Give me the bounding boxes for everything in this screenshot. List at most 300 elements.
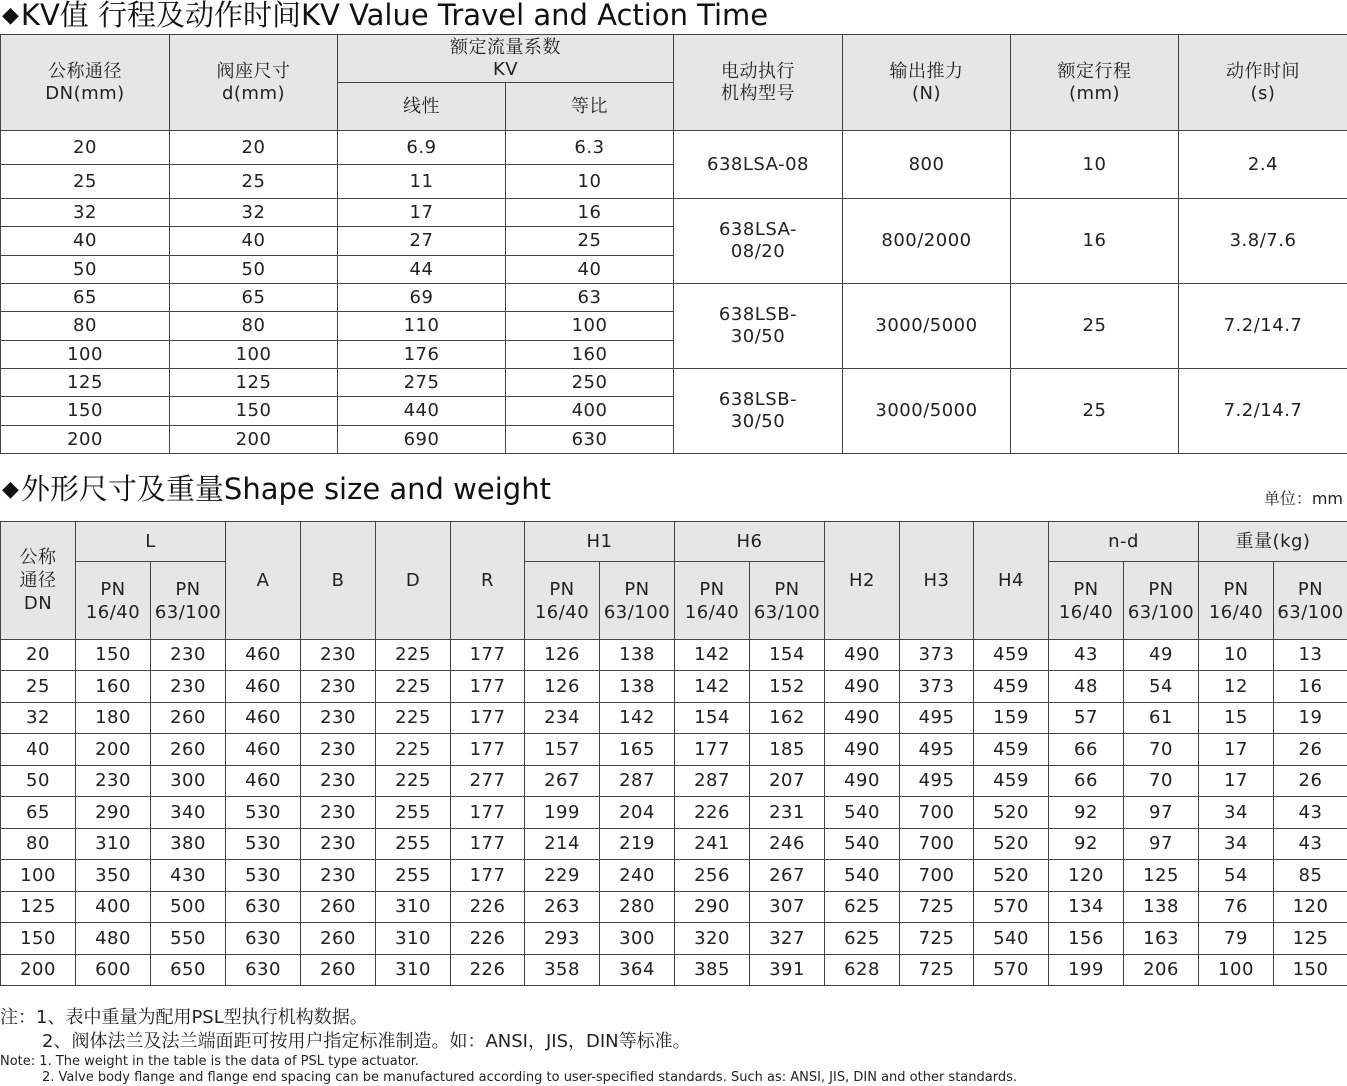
table-row	[1, 860, 1347, 892]
header-H6-pn63-100: PN 63/100	[750, 562, 825, 640]
cell-weight-pn63: 43	[1274, 797, 1347, 829]
header-H2: H2	[825, 522, 900, 640]
cell-actuator-model: 638LSA-08	[674, 131, 843, 199]
section-title-shape	[2, 474, 551, 505]
cell-B: 260	[301, 923, 376, 955]
cell-kv-equal: 630	[506, 426, 674, 454]
cell-L-pn63: 500	[151, 892, 226, 923]
cell-seat: 40	[170, 227, 338, 256]
cell-H1-pn16: 126	[525, 671, 600, 703]
header-B: B	[301, 522, 376, 640]
cell-kv-linear: 69	[338, 284, 506, 312]
cell-nd-pn16: 199	[1049, 955, 1124, 986]
cell-H3: 725	[900, 923, 974, 955]
cell-seat: 200	[170, 426, 338, 454]
cell-kv-linear: 110	[338, 312, 506, 341]
header-action-time: 动作时间 (s)	[1179, 35, 1347, 131]
cell-dn: 32	[1, 199, 170, 227]
header-H1-pn63-100: PN 63/100	[600, 562, 675, 640]
cell-H4: 459	[974, 734, 1049, 766]
cell-dn: 125	[1, 892, 76, 923]
cell-dn: 150	[1, 397, 170, 426]
cell-weight-pn63: 125	[1274, 923, 1347, 955]
cell-H4: 570	[974, 955, 1049, 986]
table-row	[1, 131, 1347, 165]
table-row	[1, 703, 1347, 734]
header-A: A	[226, 522, 301, 640]
cell-H6-pn63: 154	[750, 640, 825, 671]
cell-dn: 200	[1, 955, 76, 986]
cell-D: 310	[376, 923, 451, 955]
cell-R: 177	[451, 829, 525, 860]
cell-L-pn63: 230	[151, 640, 226, 671]
cell-H4: 459	[974, 640, 1049, 671]
cell-L-pn16: 480	[76, 923, 151, 955]
cell-D: 310	[376, 892, 451, 923]
cell-A: 460	[226, 766, 301, 797]
cell-weight-pn16: 12	[1199, 671, 1274, 703]
cell-nd-pn63: 163	[1124, 923, 1199, 955]
cell-B: 230	[301, 797, 376, 829]
cell-nd-pn16: 92	[1049, 829, 1124, 860]
cell-weight-pn63: 13	[1274, 640, 1347, 671]
cell-D: 225	[376, 734, 451, 766]
cell-A: 460	[226, 671, 301, 703]
cell-H2: 490	[825, 734, 900, 766]
cell-A: 530	[226, 860, 301, 892]
table-row	[1, 199, 1347, 227]
cell-weight-pn16: 34	[1199, 829, 1274, 860]
cell-weight-pn63: 85	[1274, 860, 1347, 892]
cell-seat: 32	[170, 199, 338, 227]
cell-H1-pn63: 240	[600, 860, 675, 892]
cell-H6-pn63: 207	[750, 766, 825, 797]
cell-H2: 540	[825, 797, 900, 829]
cell-H1-pn16: 126	[525, 640, 600, 671]
header-kv: 额定流量系数 KV	[338, 35, 674, 83]
cell-L-pn16: 600	[76, 955, 151, 986]
header-thrust: 输出推力 (N)	[843, 35, 1011, 131]
header-actuator-model: 电动执行 机构型号	[674, 35, 843, 131]
header-L: L	[76, 522, 226, 562]
cell-B: 260	[301, 892, 376, 923]
cell-H6-pn63: 152	[750, 671, 825, 703]
cell-kv-equal: 63	[506, 284, 674, 312]
cell-D: 310	[376, 955, 451, 986]
table-row	[1, 671, 1347, 703]
kv-travel-time-table	[0, 34, 1347, 454]
cell-A: 460	[226, 640, 301, 671]
header-H6-pn16-40: PN 16/40	[675, 562, 750, 640]
cell-H6-pn16: 154	[675, 703, 750, 734]
cell-kv-equal: 40	[506, 256, 674, 284]
cell-H4: 520	[974, 860, 1049, 892]
cell-R: 277	[451, 766, 525, 797]
cell-nd-pn63: 49	[1124, 640, 1199, 671]
cell-R: 226	[451, 923, 525, 955]
cell-travel: 25	[1011, 284, 1179, 369]
cell-L-pn63: 650	[151, 955, 226, 986]
cell-D: 225	[376, 640, 451, 671]
cell-H1-pn63: 165	[600, 734, 675, 766]
cell-H3: 495	[900, 766, 974, 797]
cell-dn: 40	[1, 734, 76, 766]
cell-H3: 725	[900, 892, 974, 923]
cell-kv-linear: 275	[338, 369, 506, 397]
cell-kv-linear: 440	[338, 397, 506, 426]
table-row	[1, 829, 1347, 860]
cell-weight-pn63: 26	[1274, 766, 1347, 797]
cell-R: 177	[451, 860, 525, 892]
cell-nd-pn16: 43	[1049, 640, 1124, 671]
cell-weight-pn63: 19	[1274, 703, 1347, 734]
cell-H2: 625	[825, 923, 900, 955]
section-title-kv	[2, 0, 768, 31]
table-row	[1, 766, 1347, 797]
cell-H4: 459	[974, 766, 1049, 797]
cell-H1-pn63: 364	[600, 955, 675, 986]
header-seat-size: 阀座尺寸 d(mm)	[170, 35, 338, 131]
cell-H2: 628	[825, 955, 900, 986]
cell-kv-linear: 17	[338, 199, 506, 227]
cell-H2: 540	[825, 829, 900, 860]
notes	[0, 1006, 1347, 1086]
cell-A: 530	[226, 829, 301, 860]
cell-L-pn63: 430	[151, 860, 226, 892]
cell-kv-linear: 11	[338, 165, 506, 199]
cell-H6-pn16: 226	[675, 797, 750, 829]
header-weight-pn16-40: PN 16/40	[1199, 562, 1274, 640]
cell-dn: 125	[1, 369, 170, 397]
cell-H6-pn16: 177	[675, 734, 750, 766]
cell-H1-pn16: 234	[525, 703, 600, 734]
header-weight-pn63-100: PN 63/100	[1274, 562, 1347, 640]
cell-R: 226	[451, 955, 525, 986]
table-row	[1, 640, 1347, 671]
cell-nd-pn16: 134	[1049, 892, 1124, 923]
header-L-pn16-40: PN 16/40	[76, 562, 151, 640]
cell-L-pn16: 310	[76, 829, 151, 860]
cell-nd-pn16: 156	[1049, 923, 1124, 955]
header-equal-percentage: 等比	[506, 83, 674, 131]
cell-weight-pn16: 54	[1199, 860, 1274, 892]
section-title-kv-text: KV值 行程及动作时间KV Value Travel and Action Time	[21, 0, 768, 32]
cell-B: 230	[301, 640, 376, 671]
cell-weight-pn16: 17	[1199, 734, 1274, 766]
cell-D: 225	[376, 671, 451, 703]
cell-weight-pn16: 17	[1199, 766, 1274, 797]
cell-H2: 490	[825, 766, 900, 797]
cell-action-time: 3.8/7.6	[1179, 199, 1347, 284]
cell-A: 630	[226, 923, 301, 955]
cell-dn: 100	[1, 341, 170, 369]
cell-H6-pn16: 320	[675, 923, 750, 955]
cell-R: 177	[451, 640, 525, 671]
cell-H3: 725	[900, 955, 974, 986]
cell-weight-pn63: 120	[1274, 892, 1347, 923]
cell-H1-pn16: 157	[525, 734, 600, 766]
cell-thrust: 3000/5000	[843, 284, 1011, 369]
cell-actuator-model: 638LSA- 08/20	[674, 199, 843, 284]
cell-kv-equal: 100	[506, 312, 674, 341]
cell-dn: 150	[1, 923, 76, 955]
cell-thrust: 3000/5000	[843, 369, 1011, 454]
cell-H1-pn16: 358	[525, 955, 600, 986]
cell-H6-pn16: 241	[675, 829, 750, 860]
header-R: R	[451, 522, 525, 640]
cell-dn: 25	[1, 671, 76, 703]
cell-R: 177	[451, 703, 525, 734]
cell-weight-pn16: 76	[1199, 892, 1274, 923]
cell-H3: 373	[900, 640, 974, 671]
cell-H1-pn63: 300	[600, 923, 675, 955]
cell-dn: 20	[1, 131, 170, 165]
cell-L-pn16: 290	[76, 797, 151, 829]
header-H1-pn16-40: PN 16/40	[525, 562, 600, 640]
cell-kv-equal: 10	[506, 165, 674, 199]
cell-R: 226	[451, 892, 525, 923]
cell-seat: 50	[170, 256, 338, 284]
cell-travel: 10	[1011, 131, 1179, 199]
cell-nd-pn63: 70	[1124, 766, 1199, 797]
header-D: D	[376, 522, 451, 640]
cell-H6-pn63: 185	[750, 734, 825, 766]
cell-H6-pn63: 307	[750, 892, 825, 923]
table-row	[1, 955, 1347, 986]
cell-L-pn16: 150	[76, 640, 151, 671]
cell-H3: 700	[900, 797, 974, 829]
cell-actuator-model: 638LSB- 30/50	[674, 284, 843, 369]
cell-H1-pn63: 142	[600, 703, 675, 734]
cell-nd-pn63: 54	[1124, 671, 1199, 703]
cell-dn: 20	[1, 640, 76, 671]
cell-H4: 570	[974, 892, 1049, 923]
header-nd-pn63-100: PN 63/100	[1124, 562, 1199, 640]
cell-nd-pn16: 57	[1049, 703, 1124, 734]
table-row	[1, 369, 1347, 397]
cell-R: 177	[451, 671, 525, 703]
cell-kv-equal: 400	[506, 397, 674, 426]
cell-H6-pn16: 256	[675, 860, 750, 892]
cell-R: 177	[451, 797, 525, 829]
header-dn: 公称通径 DN(mm)	[1, 35, 170, 131]
cell-dn: 200	[1, 426, 170, 454]
header-nd-pn16-40: PN 16/40	[1049, 562, 1124, 640]
cell-L-pn63: 260	[151, 703, 226, 734]
cell-H6-pn16: 142	[675, 640, 750, 671]
cell-H3: 373	[900, 671, 974, 703]
cell-nd-pn16: 48	[1049, 671, 1124, 703]
table-row	[1, 892, 1347, 923]
header-H1: H1	[525, 522, 675, 562]
cell-seat: 100	[170, 341, 338, 369]
cell-H6-pn16: 142	[675, 671, 750, 703]
cell-seat: 125	[170, 369, 338, 397]
cell-H6-pn16: 385	[675, 955, 750, 986]
cell-nd-pn63: 97	[1124, 829, 1199, 860]
cell-H1-pn16: 293	[525, 923, 600, 955]
cell-weight-pn16: 10	[1199, 640, 1274, 671]
cell-B: 230	[301, 860, 376, 892]
note-en-2-text: 2. Valve body flange and flange end spacing can be manufactured according to user-specified standards. Such as: ANSI, JIS, DIN and other standards.	[42, 1070, 1017, 1085]
note-en-label: Note:	[0, 1054, 39, 1069]
cell-H6-pn63: 246	[750, 829, 825, 860]
cell-L-pn63: 300	[151, 766, 226, 797]
cell-D: 255	[376, 797, 451, 829]
table-row	[1, 923, 1347, 955]
cell-B: 230	[301, 671, 376, 703]
cell-H1-pn63: 280	[600, 892, 675, 923]
note-en-2	[0, 1070, 1347, 1086]
cell-weight-pn16: 100	[1199, 955, 1274, 986]
cell-H4: 540	[974, 923, 1049, 955]
cell-L-pn16: 350	[76, 860, 151, 892]
cell-dn: 32	[1, 703, 76, 734]
cell-weight-pn63: 26	[1274, 734, 1347, 766]
cell-dn: 65	[1, 797, 76, 829]
table-row	[1, 797, 1347, 829]
note-zh-1-text: 1、表中重量为配用PSL型执行机构数据。	[36, 1007, 368, 1028]
cell-action-time: 7.2/14.7	[1179, 284, 1347, 369]
note-zh-2-text: 2、阀体法兰及法兰端面距可按用户指定标准制造。如：ANSI，JIS，DIN等标准。	[42, 1031, 691, 1052]
shape-size-weight-table	[0, 521, 1347, 986]
cell-weight-pn16: 15	[1199, 703, 1274, 734]
header-linear: 线性	[338, 83, 506, 131]
cell-kv-linear: 176	[338, 341, 506, 369]
cell-D: 255	[376, 860, 451, 892]
cell-seat: 65	[170, 284, 338, 312]
diamond-icon: ◆	[2, 3, 19, 28]
cell-B: 230	[301, 829, 376, 860]
cell-weight-pn16: 34	[1199, 797, 1274, 829]
cell-kv-equal: 6.3	[506, 131, 674, 165]
cell-dn: 80	[1, 829, 76, 860]
cell-nd-pn63: 70	[1124, 734, 1199, 766]
cell-H3: 495	[900, 734, 974, 766]
cell-H2: 490	[825, 703, 900, 734]
cell-H4: 520	[974, 829, 1049, 860]
cell-weight-pn63: 43	[1274, 829, 1347, 860]
cell-L-pn63: 230	[151, 671, 226, 703]
cell-B: 230	[301, 703, 376, 734]
cell-kv-equal: 25	[506, 227, 674, 256]
cell-nd-pn16: 120	[1049, 860, 1124, 892]
cell-R: 177	[451, 734, 525, 766]
header-n-d: n-d	[1049, 522, 1199, 562]
cell-D: 225	[376, 703, 451, 734]
header-H3: H3	[900, 522, 974, 640]
cell-nd-pn63: 206	[1124, 955, 1199, 986]
cell-kv-equal: 250	[506, 369, 674, 397]
cell-dn: 80	[1, 312, 170, 341]
table-row	[1, 284, 1347, 312]
cell-weight-pn63: 150	[1274, 955, 1347, 986]
cell-L-pn16: 400	[76, 892, 151, 923]
cell-H1-pn16: 229	[525, 860, 600, 892]
cell-H2: 490	[825, 640, 900, 671]
cell-H3: 495	[900, 703, 974, 734]
cell-nd-pn63: 61	[1124, 703, 1199, 734]
cell-H3: 700	[900, 860, 974, 892]
cell-actuator-model: 638LSB- 30/50	[674, 369, 843, 454]
cell-nd-pn63: 97	[1124, 797, 1199, 829]
cell-H1-pn63: 138	[600, 640, 675, 671]
cell-H6-pn16: 290	[675, 892, 750, 923]
cell-L-pn16: 160	[76, 671, 151, 703]
note-zh-2	[0, 1030, 1347, 1054]
note-en-1-text: 1. The weight in the table is the data of PSL type actuator.	[39, 1054, 419, 1069]
header-dn: 公称 通径 DN	[1, 522, 76, 640]
header-travel: 额定行程 (mm)	[1011, 35, 1179, 131]
cell-nd-pn63: 138	[1124, 892, 1199, 923]
cell-H1-pn63: 138	[600, 671, 675, 703]
cell-H6-pn16: 287	[675, 766, 750, 797]
note-zh-label: 注：	[0, 1007, 36, 1028]
cell-dn: 50	[1, 256, 170, 284]
cell-thrust: 800/2000	[843, 199, 1011, 284]
cell-action-time: 7.2/14.7	[1179, 369, 1347, 454]
header-weight: 重量(kg)	[1199, 522, 1347, 562]
cell-kv-linear: 690	[338, 426, 506, 454]
cell-action-time: 2.4	[1179, 131, 1347, 199]
header-L-pn63-100: PN 63/100	[151, 562, 226, 640]
cell-B: 230	[301, 766, 376, 797]
section-title-shape-text: 外形尺寸及重量Shape size and weight	[21, 472, 551, 506]
header-H4: H4	[974, 522, 1049, 640]
cell-H4: 459	[974, 671, 1049, 703]
cell-seat: 80	[170, 312, 338, 341]
cell-L-pn16: 230	[76, 766, 151, 797]
cell-H2: 490	[825, 671, 900, 703]
cell-H6-pn63: 327	[750, 923, 825, 955]
cell-H2: 540	[825, 860, 900, 892]
cell-kv-equal: 16	[506, 199, 674, 227]
cell-H1-pn16: 214	[525, 829, 600, 860]
cell-B: 230	[301, 734, 376, 766]
cell-dn: 100	[1, 860, 76, 892]
cell-dn: 25	[1, 165, 170, 199]
unit-label: 单位：mm	[1264, 486, 1343, 509]
cell-seat: 150	[170, 397, 338, 426]
note-zh-1	[0, 1006, 1347, 1030]
cell-H4: 159	[974, 703, 1049, 734]
cell-D: 225	[376, 766, 451, 797]
cell-seat: 20	[170, 131, 338, 165]
cell-weight-pn16: 79	[1199, 923, 1274, 955]
cell-H1-pn63: 204	[600, 797, 675, 829]
cell-nd-pn63: 125	[1124, 860, 1199, 892]
diamond-icon: ◆	[2, 477, 19, 502]
cell-D: 255	[376, 829, 451, 860]
cell-dn: 65	[1, 284, 170, 312]
cell-A: 630	[226, 955, 301, 986]
cell-dn: 50	[1, 766, 76, 797]
cell-seat: 25	[170, 165, 338, 199]
cell-H6-pn63: 162	[750, 703, 825, 734]
cell-A: 630	[226, 892, 301, 923]
cell-L-pn63: 380	[151, 829, 226, 860]
cell-L-pn63: 340	[151, 797, 226, 829]
cell-L-pn63: 260	[151, 734, 226, 766]
cell-A: 530	[226, 797, 301, 829]
header-H6: H6	[675, 522, 825, 562]
cell-H1-pn16: 267	[525, 766, 600, 797]
cell-H6-pn63: 391	[750, 955, 825, 986]
cell-H6-pn63: 231	[750, 797, 825, 829]
cell-nd-pn16: 66	[1049, 766, 1124, 797]
cell-travel: 16	[1011, 199, 1179, 284]
cell-L-pn16: 200	[76, 734, 151, 766]
